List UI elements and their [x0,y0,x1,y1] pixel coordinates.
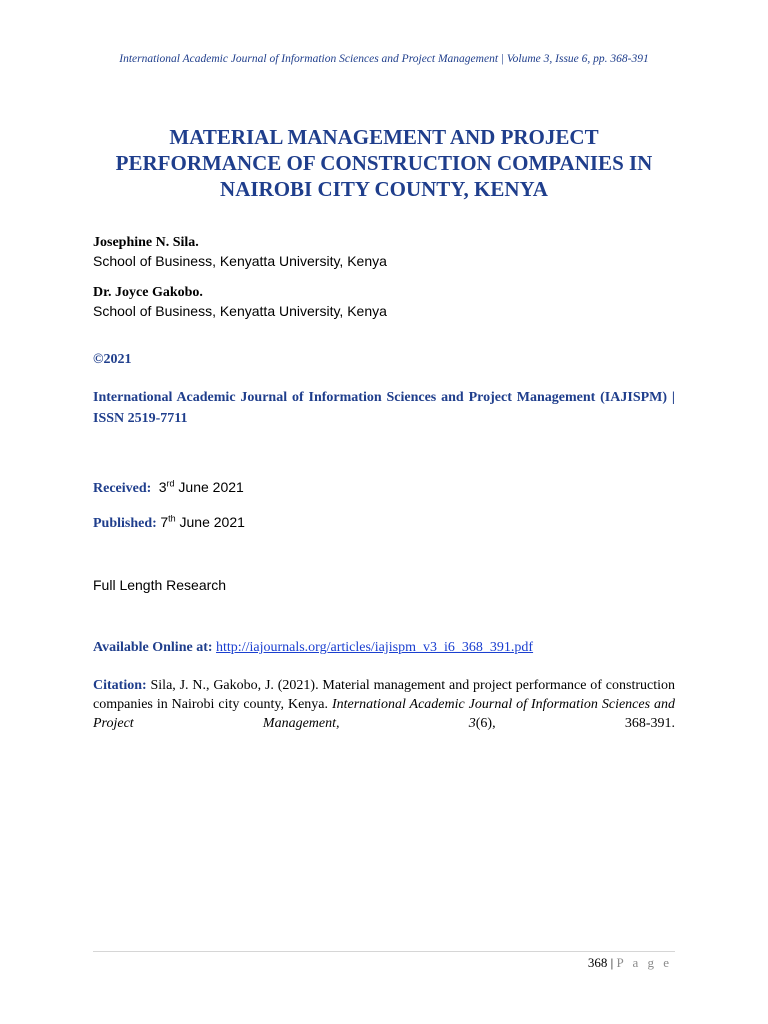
page-number [588,955,672,971]
published-label: Published: [93,516,157,531]
page-number-value: 368 [587,955,608,970]
citation [93,676,675,733]
received-rest: June 2021 [174,479,244,495]
available-online [93,639,533,657]
citation-text: Sila, J. N., Gakobo, J. (2021). Material management and project performance of construction companies in Nairobi city county, Kenya. [93,678,675,712]
author-affiliation: School of Business, Kenyatta University, Kenya [93,303,387,319]
received-label: Received: [93,481,152,496]
author-name: Josephine N. Sila. [93,235,199,250]
received-day: 3 [158,479,167,495]
title-line: MATERIAL MANAGEMENT AND PROJECT [169,125,599,149]
received-suffix: rd [166,478,175,489]
page-number-separator: | [607,955,617,970]
citation-issue-pages: (6), 368-391. [475,716,675,731]
running-header: International Academic Journal of Information Sciences and Project Management | Volume 3, Issue 6, pp. 368-391 [119,53,649,65]
citation-journal: International Academic Journal of Information Sciences and Project Management, 3 [93,697,675,731]
author-name: Dr. Joyce Gakobo. [93,285,203,300]
published-suffix: th [168,513,176,524]
footer-divider [93,951,675,952]
published-rest: June 2021 [175,514,245,530]
author-affiliation: School of Business, Kenyatta University, Kenya [93,253,387,269]
paper-title [60,124,708,202]
published-day: 7 [160,514,169,530]
page-word: P a g e [616,955,672,970]
copyright: ©2021 [93,352,132,367]
article-type: Full Length Research [93,577,227,593]
available-online-label: Available Online at: [93,640,213,655]
title-line: NAIROBI CITY COUNTY, KENYA [220,177,548,201]
author-block [93,284,683,320]
title-line: PERFORMANCE OF CONSTRUCTION COMPANIES IN [115,151,653,175]
published-date [93,513,245,533]
citation-label: Citation: [93,678,147,693]
journal-info: International Academic Journal of Information Sciences and Project Management (IAJISPM) | ISSN 2519-7711 [93,390,675,426]
article-pdf-link[interactable]: http://iajournals.org/articles/iajispm_v3_i6_368_391.pdf [216,640,534,655]
author-block [93,234,683,270]
received-date [93,478,244,498]
